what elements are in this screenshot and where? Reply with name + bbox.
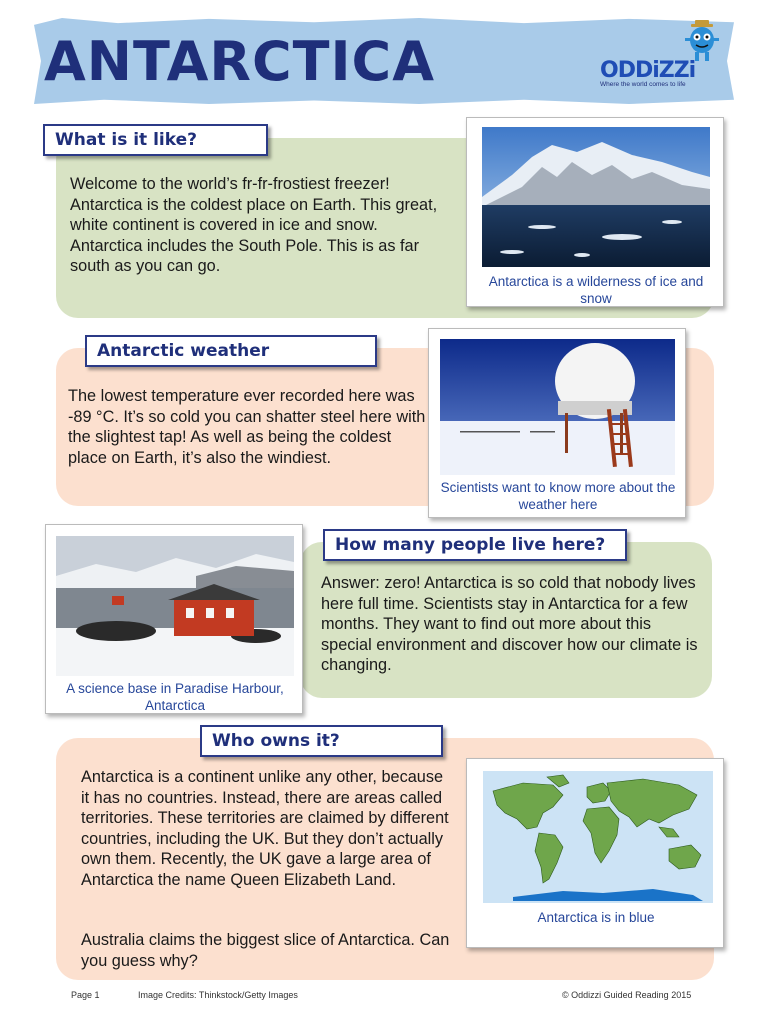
photo-card-ice: [466, 117, 724, 307]
heading-antarctic-weather: Antarctic weather: [85, 335, 377, 367]
footer-page-number: Page 1: [71, 990, 100, 1000]
weather-station-image: [440, 339, 675, 475]
caption-weather: Scientists want to know more about the weather here: [440, 480, 676, 512]
photo-card-science-base: [45, 524, 303, 714]
caption-map: Antarctica is in blue: [537, 910, 655, 925]
logo-name: ODDiZZi: [600, 58, 696, 83]
antarctic-landscape-image: [482, 127, 710, 267]
logo-tagline: Where the world comes to life: [600, 81, 686, 88]
caption-ice: Antarctica is a wilderness of ice and snow: [488, 274, 704, 306]
section-owns-text: Antarctica is a continent unlike any other, because it has no countries. Instead, there are areas called territories. These territories are claimed by different countries, including the UK. But they don’t actually own them. Recently, the UK gave a large area of Antarctica the name Queen Elizabeth Land.: [81, 768, 449, 889]
photo-card-weather: [428, 328, 686, 518]
heading-what-is-it-like: What is it like?: [43, 124, 268, 156]
section-what-is-it-like-text: Welcome to the world’s fr-fr-frostiest freezer! Antarctica is the coldest place on Earth. This great, white continent is covered in ice and snow. Antarctica includes the South Pole. This is as far south as you can go.: [70, 175, 438, 275]
photo-card-map: [466, 758, 724, 948]
science-base-image: [56, 536, 294, 676]
footer-copyright: © Oddizzi Guided Reading 2015: [562, 990, 692, 1000]
section-weather-text: The lowest temperature ever recorded here was -89 °C. It’s so cold you can shatter steel here with the slightest tap! As well as being the coldest place on Earth, it’s also the windiest.: [68, 387, 426, 467]
section-people-text: Answer: zero! Antarctica is so cold that nobody lives here full time. Scientists stay in Antarctica for a few months. They want to find out more about this special environment and discover how our climate is changing.: [321, 574, 698, 674]
page-title: ANTARCTICA: [44, 30, 435, 93]
section-owns-text-2: Australia claims the biggest slice of Antarctica. Can you guess why?: [81, 931, 450, 970]
oddizzi-logo: [600, 58, 716, 92]
heading-how-many-people: How many people live here?: [323, 529, 627, 561]
heading-who-owns-it: Who owns it?: [200, 725, 443, 757]
footer-image-credits: Image Credits: Thinkstock/Getty Images: [138, 990, 298, 1000]
caption-science-base: A science base in Paradise Harbour, Antarctica: [66, 681, 284, 713]
world-map-image: [483, 771, 713, 903]
